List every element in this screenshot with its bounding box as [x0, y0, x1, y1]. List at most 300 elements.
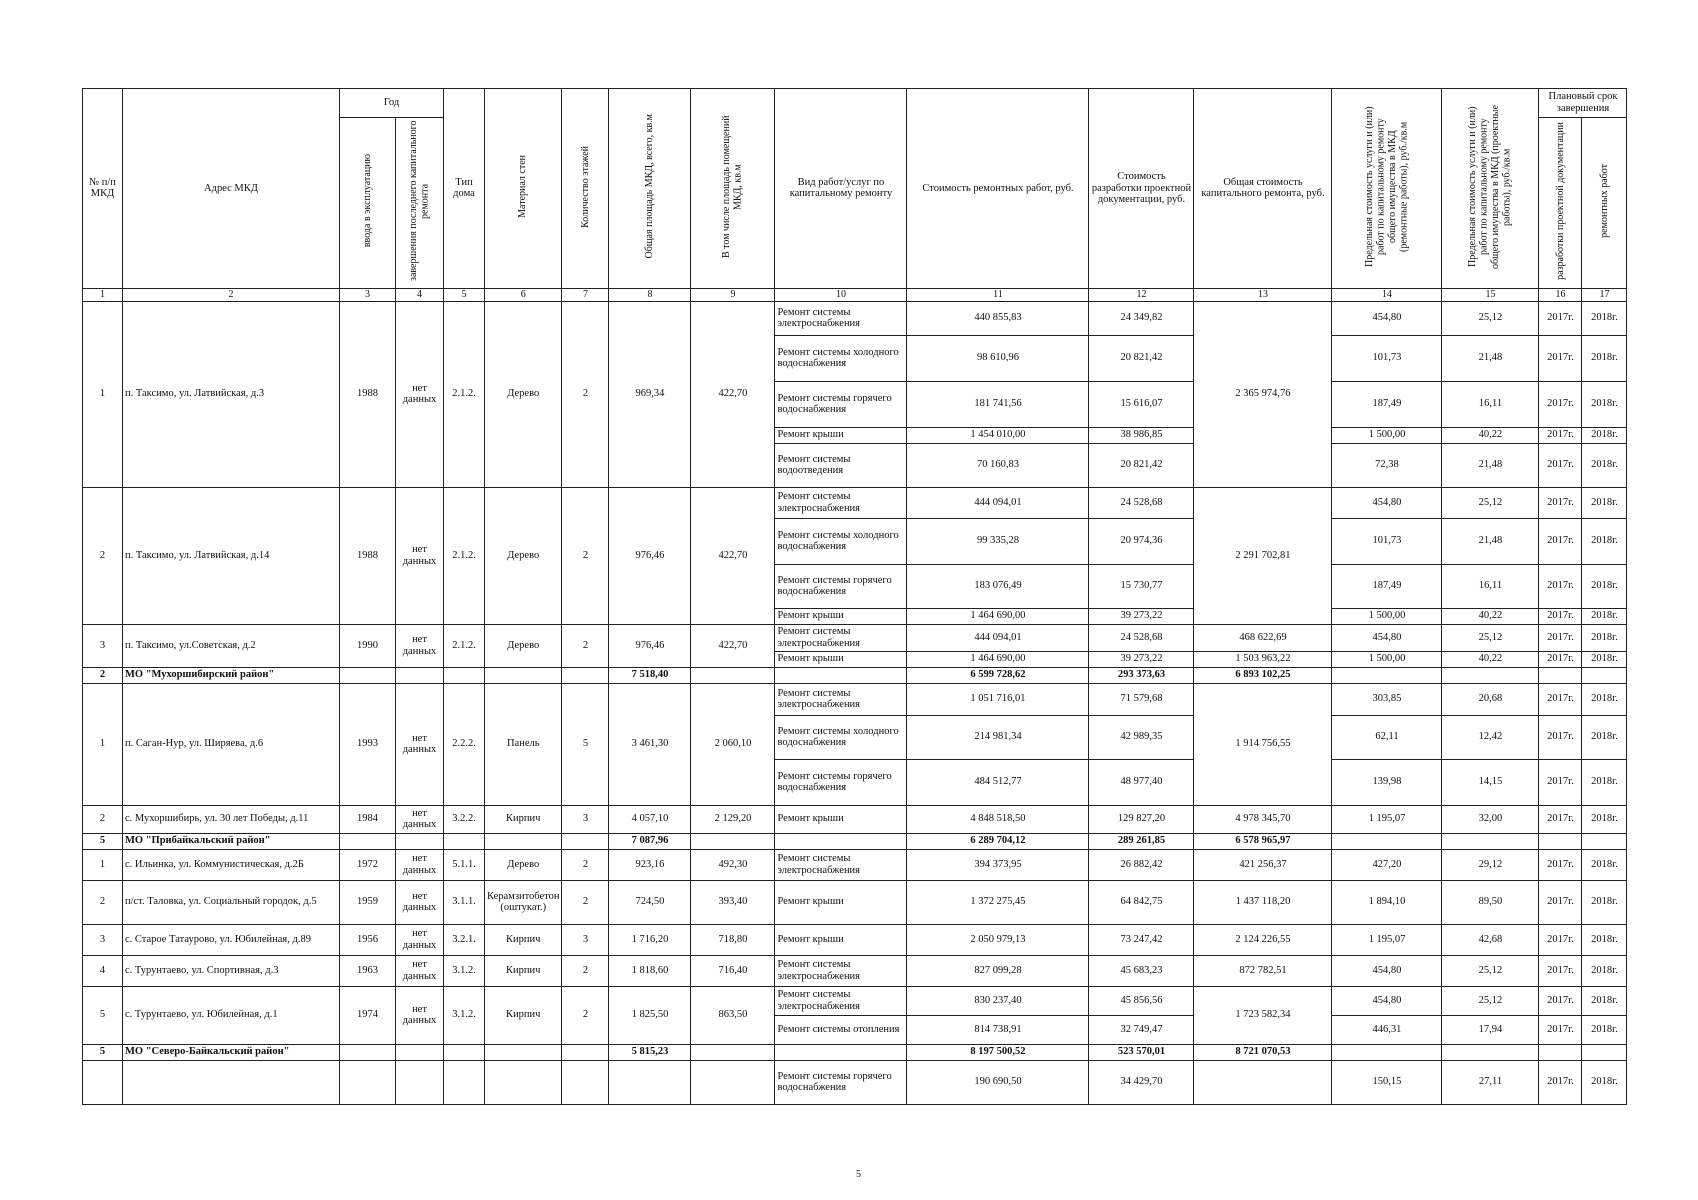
- repair-cost: 183 076,49: [907, 564, 1089, 608]
- table-row: [83, 955, 1627, 986]
- deadline-repair: 2018г.: [1582, 427, 1627, 443]
- limit-design: 12,42: [1442, 715, 1539, 759]
- last-repair-year: нет данных: [396, 986, 444, 1044]
- rooms-area: 422,70: [691, 487, 775, 624]
- header-rooms-area: В том числе площадь помещений МКД, кв.м: [721, 115, 744, 258]
- design-cost: 39 273,22: [1089, 608, 1194, 624]
- district-repair-cost: 6 599 728,62: [907, 667, 1089, 683]
- design-cost: 26 882,42: [1089, 849, 1194, 880]
- wall-material: Кирпич: [485, 805, 562, 833]
- repair-cost: 444 094,01: [907, 487, 1089, 518]
- design-cost: 15 616,07: [1089, 381, 1194, 427]
- house-number: 1: [83, 683, 123, 805]
- deadline-design: 2017г.: [1539, 335, 1582, 381]
- floors: 2: [562, 986, 609, 1044]
- last-repair-year: нет данных: [396, 880, 444, 924]
- repair-cost: 98 610,96: [907, 335, 1089, 381]
- deadline-repair: 2018г.: [1582, 715, 1627, 759]
- limit-design: 25,12: [1442, 487, 1539, 518]
- house-type: 2.2.2.: [444, 683, 485, 805]
- district-design-cost: 523 570,01: [1089, 1044, 1194, 1060]
- total-cost: 1 437 118,20: [1194, 880, 1332, 924]
- deadline-repair: 2018г.: [1582, 924, 1627, 955]
- floors: 5: [562, 683, 609, 805]
- district-design-cost: 293 373,63: [1089, 667, 1194, 683]
- limit-repair: 139,98: [1332, 759, 1442, 805]
- house-type: 3.1.1.: [444, 880, 485, 924]
- district-row: [83, 667, 1627, 683]
- house-type: 3.1.2.: [444, 955, 485, 986]
- year-built: 1974: [340, 986, 396, 1044]
- header-deadline-repair: ремонтных работ: [1598, 164, 1610, 238]
- wall-material: Дерево: [485, 301, 562, 487]
- floors: 2: [562, 624, 609, 667]
- work-type: Ремонт системы горячего водоснабжения: [775, 564, 907, 608]
- work-type: Ремонт системы холодного водоснабжения: [775, 518, 907, 564]
- deadline-design: 2017г.: [1539, 518, 1582, 564]
- table-row: [83, 849, 1627, 880]
- col-number: 2: [123, 288, 340, 301]
- house-address: п. Таксимо, ул. Латвийская, д.3: [123, 301, 340, 487]
- work-type: Ремонт системы отопления: [775, 1015, 907, 1044]
- header-design-cost: Стоимость разработки проектной документации, руб.: [1089, 89, 1194, 289]
- house-type: 5.1.1.: [444, 849, 485, 880]
- header-year: Год: [340, 89, 444, 118]
- floors: 2: [562, 955, 609, 986]
- rooms-area: 716,40: [691, 955, 775, 986]
- deadline-design: 2017г.: [1539, 759, 1582, 805]
- floors: 3: [562, 805, 609, 833]
- design-cost: 38 986,85: [1089, 427, 1194, 443]
- repair-cost: 2 050 979,13: [907, 924, 1089, 955]
- deadline-repair: 2018г.: [1582, 805, 1627, 833]
- work-type: Ремонт системы водоотведения: [775, 443, 907, 487]
- deadline-repair: 2018г.: [1582, 564, 1627, 608]
- house-number: 2: [83, 487, 123, 624]
- repair-cost: 444 094,01: [907, 624, 1089, 651]
- repair-cost: 814 738,91: [907, 1015, 1089, 1044]
- limit-repair: 72,38: [1332, 443, 1442, 487]
- district-name: МО "Прибайкальский район": [123, 833, 340, 849]
- limit-design: 32,00: [1442, 805, 1539, 833]
- floors: 2: [562, 849, 609, 880]
- limit-design: 21,48: [1442, 443, 1539, 487]
- header-deadline-design: разработки проектной документации: [1554, 122, 1566, 280]
- work-type: Ремонт крыши: [775, 805, 907, 833]
- repair-cost: 70 160,83: [907, 443, 1089, 487]
- deadline-design: 2017г.: [1539, 651, 1582, 667]
- limit-design: 20,68: [1442, 683, 1539, 715]
- total-area: 4 057,10: [609, 805, 691, 833]
- limit-repair: 454,80: [1332, 955, 1442, 986]
- deadline-design: 2017г.: [1539, 608, 1582, 624]
- limit-design: 25,12: [1442, 301, 1539, 335]
- limit-repair: 1 500,00: [1332, 651, 1442, 667]
- repair-cost: 484 512,77: [907, 759, 1089, 805]
- wall-material: Кирпич: [485, 955, 562, 986]
- district-design-cost: 289 261,85: [1089, 833, 1194, 849]
- design-cost: 71 579,68: [1089, 683, 1194, 715]
- house-type: 2.1.2.: [444, 301, 485, 487]
- limit-repair: 187,49: [1332, 564, 1442, 608]
- work-type: Ремонт крыши: [775, 608, 907, 624]
- year-built: 1959: [340, 880, 396, 924]
- work-type: Ремонт системы электроснабжения: [775, 683, 907, 715]
- limit-repair: 454,80: [1332, 624, 1442, 651]
- last-repair-year: нет данных: [396, 955, 444, 986]
- rooms-area: 863,50: [691, 986, 775, 1044]
- wall-material: Кирпич: [485, 924, 562, 955]
- district-number: 5: [83, 1044, 123, 1060]
- total-cost: 2 365 974,76: [1194, 301, 1332, 487]
- design-cost: 45 856,56: [1089, 986, 1194, 1015]
- header-floors: Количество этажей: [579, 145, 591, 228]
- last-repair-year: нет данных: [396, 487, 444, 624]
- col-number: 14: [1332, 288, 1442, 301]
- year-built: 1988: [340, 301, 396, 487]
- deadline-repair: 2018г.: [1582, 443, 1627, 487]
- design-cost: 45 683,23: [1089, 955, 1194, 986]
- repair-cost: 1 464 690,00: [907, 608, 1089, 624]
- limit-design: 25,12: [1442, 955, 1539, 986]
- limit-repair: 454,80: [1332, 986, 1442, 1015]
- header-address: Адрес МКД: [123, 89, 340, 289]
- repair-cost: 827 099,28: [907, 955, 1089, 986]
- rooms-area: 2 129,20: [691, 805, 775, 833]
- repair-cost: 830 237,40: [907, 986, 1089, 1015]
- district-number: 5: [83, 833, 123, 849]
- header-number: № п/п МКД: [83, 89, 123, 289]
- total-cost: 1 914 756,55: [1194, 683, 1332, 805]
- table-row: [83, 986, 1627, 1015]
- wall-material: Дерево: [485, 624, 562, 667]
- design-cost: 42 989,35: [1089, 715, 1194, 759]
- header-limit-design: Предельная стоимость услуги и (или) работ по капитальному ремонту общего имущества в МКД (проектные работы), руб./кв.м: [1467, 104, 1513, 269]
- limit-repair: 1 500,00: [1332, 608, 1442, 624]
- repair-cost: 214 981,34: [907, 715, 1089, 759]
- deadline-design: 2017г.: [1539, 381, 1582, 427]
- deadline-repair: 2018г.: [1582, 335, 1627, 381]
- house-number: 3: [83, 924, 123, 955]
- deadline-design: 2017г.: [1539, 624, 1582, 651]
- work-type: Ремонт системы электроснабжения: [775, 487, 907, 518]
- work-type: Ремонт системы электроснабжения: [775, 624, 907, 651]
- design-cost: 24 349,82: [1089, 301, 1194, 335]
- work-type: Ремонт системы электроснабжения: [775, 955, 907, 986]
- col-number: 3: [340, 288, 396, 301]
- total-cost: 2 291 702,81: [1194, 487, 1332, 624]
- deadline-repair: 2018г.: [1582, 986, 1627, 1015]
- deadline-repair: 2018г.: [1582, 880, 1627, 924]
- house-address: с. Старое Татаурово, ул. Юбилейная, д.89: [123, 924, 340, 955]
- limit-design: 40,22: [1442, 608, 1539, 624]
- col-number: 4: [396, 288, 444, 301]
- total-area: 724,50: [609, 880, 691, 924]
- work-type: Ремонт системы электроснабжения: [775, 301, 907, 335]
- limit-design: 40,22: [1442, 427, 1539, 443]
- repair-cost: 1 372 275,45: [907, 880, 1089, 924]
- design-cost: 73 247,42: [1089, 924, 1194, 955]
- limit-repair: 101,73: [1332, 335, 1442, 381]
- last-repair-year: нет данных: [396, 849, 444, 880]
- house-number: 2: [83, 880, 123, 924]
- col-number: 1: [83, 288, 123, 301]
- total-area: 976,46: [609, 487, 691, 624]
- wall-material: Кирпич: [485, 986, 562, 1044]
- total-cost: 4 978 345,70: [1194, 805, 1332, 833]
- floors: 2: [562, 301, 609, 487]
- design-cost: 34 429,70: [1089, 1060, 1194, 1104]
- district-row: [83, 1044, 1627, 1060]
- total-cost: 2 124 226,55: [1194, 924, 1332, 955]
- design-cost: 24 528,68: [1089, 624, 1194, 651]
- house-address: п. Саган-Нур, ул. Ширяева, д.6: [123, 683, 340, 805]
- district-total-cost: 6 893 102,25: [1194, 667, 1332, 683]
- total-area: 1 818,60: [609, 955, 691, 986]
- table-row: [83, 301, 1627, 335]
- house-number: 5: [83, 986, 123, 1044]
- design-cost: 20 821,42: [1089, 443, 1194, 487]
- floors: 2: [562, 880, 609, 924]
- col-number: 13: [1194, 288, 1332, 301]
- deadline-repair: 2018г.: [1582, 955, 1627, 986]
- header-wall-material: Материал стен: [517, 155, 529, 218]
- house-type: 3.1.2.: [444, 986, 485, 1044]
- house-number: 4: [83, 955, 123, 986]
- col-number: 17: [1582, 288, 1627, 301]
- wall-material: Дерево: [485, 487, 562, 624]
- repair-cost: 4 848 518,50: [907, 805, 1089, 833]
- house-type: 3.2.1.: [444, 924, 485, 955]
- rooms-area: 422,70: [691, 624, 775, 667]
- limit-design: 40,22: [1442, 651, 1539, 667]
- header-deadline: Плановый срок завершения: [1539, 89, 1627, 118]
- district-area: 7 087,96: [609, 833, 691, 849]
- work-type: Ремонт системы холодного водоснабжения: [775, 715, 907, 759]
- table-row: [83, 924, 1627, 955]
- house-type: 2.1.2.: [444, 624, 485, 667]
- repair-cost: 1 454 010,00: [907, 427, 1089, 443]
- limit-design: 42,68: [1442, 924, 1539, 955]
- last-repair-year: нет данных: [396, 924, 444, 955]
- limit-design: 29,12: [1442, 849, 1539, 880]
- table-row: [83, 487, 1627, 518]
- design-cost: 129 827,20: [1089, 805, 1194, 833]
- district-total-cost: 6 578 965,97: [1194, 833, 1332, 849]
- limit-design: 21,48: [1442, 335, 1539, 381]
- total-cost: 872 782,51: [1194, 955, 1332, 986]
- total-area: 923,16: [609, 849, 691, 880]
- district-area: 5 815,23: [609, 1044, 691, 1060]
- deadline-design: 2017г.: [1539, 1060, 1582, 1104]
- district-row: [83, 833, 1627, 849]
- limit-repair: 454,80: [1332, 487, 1442, 518]
- deadline-repair: 2018г.: [1582, 301, 1627, 335]
- deadline-design: 2017г.: [1539, 849, 1582, 880]
- limit-repair: 454,80: [1332, 301, 1442, 335]
- deadline-repair: 2018г.: [1582, 487, 1627, 518]
- rooms-area: 718,80: [691, 924, 775, 955]
- repair-cost: 394 373,95: [907, 849, 1089, 880]
- floors: 2: [562, 487, 609, 624]
- deadline-design: 2017г.: [1539, 564, 1582, 608]
- col-number: 10: [775, 288, 907, 301]
- wall-material: Панель: [485, 683, 562, 805]
- work-type: Ремонт крыши: [775, 880, 907, 924]
- deadline-repair: 2018г.: [1582, 651, 1627, 667]
- district-total-cost: 8 721 070,53: [1194, 1044, 1332, 1060]
- limit-design: 16,11: [1442, 381, 1539, 427]
- col-number: 16: [1539, 288, 1582, 301]
- house-address: с. Турунтаево, ул. Юбилейная, д.1: [123, 986, 340, 1044]
- work-type: Ремонт крыши: [775, 427, 907, 443]
- total-area: 3 461,30: [609, 683, 691, 805]
- table-row: [83, 805, 1627, 833]
- deadline-design: 2017г.: [1539, 487, 1582, 518]
- table-row: [83, 880, 1627, 924]
- limit-design: 14,15: [1442, 759, 1539, 805]
- deadline-design: 2017г.: [1539, 986, 1582, 1015]
- repair-cost: 440 855,83: [907, 301, 1089, 335]
- repair-cost: 1 464 690,00: [907, 651, 1089, 667]
- limit-design: 27,11: [1442, 1060, 1539, 1104]
- work-type: Ремонт системы электроснабжения: [775, 849, 907, 880]
- col-number: 6: [485, 288, 562, 301]
- header-year-last-repair: завершения последнего капитального ремонта: [408, 120, 431, 282]
- work-type: Ремонт системы горячего водоснабжения: [775, 1060, 907, 1104]
- work-type: Ремонт крыши: [775, 651, 907, 667]
- table-row: [83, 683, 1627, 715]
- deadline-repair: 2018г.: [1582, 1015, 1627, 1044]
- district-area: 7 518,40: [609, 667, 691, 683]
- house-number: 1: [83, 849, 123, 880]
- deadline-design: 2017г.: [1539, 924, 1582, 955]
- total-cost: 468 622,69: [1194, 624, 1332, 651]
- total-cost: 1 503 963,22: [1194, 651, 1332, 667]
- deadline-design: 2017г.: [1539, 805, 1582, 833]
- design-cost: 64 842,75: [1089, 880, 1194, 924]
- work-type: Ремонт крыши: [775, 924, 907, 955]
- col-number: 5: [444, 288, 485, 301]
- limit-design: 17,94: [1442, 1015, 1539, 1044]
- deadline-repair: 2018г.: [1582, 608, 1627, 624]
- district-name: МО "Мухоршибирский район": [123, 667, 340, 683]
- floors: 3: [562, 924, 609, 955]
- repair-cost: 99 335,28: [907, 518, 1089, 564]
- register-table-container: [82, 88, 1627, 1105]
- rooms-area: 492,30: [691, 849, 775, 880]
- page-number: 5: [856, 1169, 861, 1180]
- header-house-type: Тип дома: [444, 89, 485, 289]
- design-cost: 39 273,22: [1089, 651, 1194, 667]
- col-number: 12: [1089, 288, 1194, 301]
- header-year-commissioned: ввода в эксплуатацию: [361, 154, 373, 248]
- limit-repair: 1 195,07: [1332, 805, 1442, 833]
- header-repair-cost: Стоимость ремонтных работ, руб.: [907, 89, 1089, 289]
- year-built: 1984: [340, 805, 396, 833]
- limit-repair: 427,20: [1332, 849, 1442, 880]
- house-address: с. Турунтаево, ул. Спортивная, д.3: [123, 955, 340, 986]
- deadline-design: 2017г.: [1539, 301, 1582, 335]
- design-cost: 48 977,40: [1089, 759, 1194, 805]
- total-cost: 421 256,37: [1194, 849, 1332, 880]
- col-number: 7: [562, 288, 609, 301]
- col-number: 15: [1442, 288, 1539, 301]
- house-address: п. Таксимо, ул.Советская, д.2: [123, 624, 340, 667]
- last-repair-year: нет данных: [396, 624, 444, 667]
- wall-material: Керамзитобетон (оштукат.): [485, 880, 562, 924]
- limit-repair: 1 500,00: [1332, 427, 1442, 443]
- limit-design: 25,12: [1442, 986, 1539, 1015]
- header-limit-repair: Предельная стоимость услуги и (или) работ по капитальному ремонту общего имущества в МКД (ремонтные работы), руб./кв.м: [1363, 106, 1410, 267]
- last-repair-year: нет данных: [396, 301, 444, 487]
- design-cost: 20 821,42: [1089, 335, 1194, 381]
- limit-design: 21,48: [1442, 518, 1539, 564]
- year-built: 1990: [340, 624, 396, 667]
- district-number: 2: [83, 667, 123, 683]
- table-row: [83, 1060, 1627, 1104]
- deadline-repair: 2018г.: [1582, 683, 1627, 715]
- limit-repair: 303,85: [1332, 683, 1442, 715]
- house-number: 1: [83, 301, 123, 487]
- house-address: с. Мухоршибирь, ул. 30 лет Победы, д.11: [123, 805, 340, 833]
- repair-cost: 181 741,56: [907, 381, 1089, 427]
- total-area: 976,46: [609, 624, 691, 667]
- rooms-area: 2 060,10: [691, 683, 775, 805]
- header-total-area: Общая площадь МКД, всего, кв.м: [644, 114, 656, 259]
- col-number: 9: [691, 288, 775, 301]
- work-type: Ремонт системы электроснабжения: [775, 986, 907, 1015]
- limit-repair: 187,49: [1332, 381, 1442, 427]
- deadline-design: 2017г.: [1539, 715, 1582, 759]
- design-cost: 24 528,68: [1089, 487, 1194, 518]
- house-number: 3: [83, 624, 123, 667]
- design-cost: 15 730,77: [1089, 564, 1194, 608]
- repair-cost: 1 051 716,01: [907, 683, 1089, 715]
- deadline-design: 2017г.: [1539, 880, 1582, 924]
- work-type: Ремонт системы горячего водоснабжения: [775, 759, 907, 805]
- rooms-area: 393,40: [691, 880, 775, 924]
- district-repair-cost: 6 289 704,12: [907, 833, 1089, 849]
- limit-repair: 1 195,07: [1332, 924, 1442, 955]
- house-address: с. Ильинка, ул. Коммунистическая, д.2Б: [123, 849, 340, 880]
- wall-material: Дерево: [485, 849, 562, 880]
- total-area: 1 716,20: [609, 924, 691, 955]
- limit-repair: 62,11: [1332, 715, 1442, 759]
- limit-design: 89,50: [1442, 880, 1539, 924]
- table-row: [83, 624, 1627, 651]
- total-area: 969,34: [609, 301, 691, 487]
- house-number: 2: [83, 805, 123, 833]
- deadline-repair: 2018г.: [1582, 518, 1627, 564]
- last-repair-year: нет данных: [396, 805, 444, 833]
- deadline-design: 2017г.: [1539, 683, 1582, 715]
- deadline-repair: 2018г.: [1582, 381, 1627, 427]
- last-repair-year: нет данных: [396, 683, 444, 805]
- design-cost: 20 974,36: [1089, 518, 1194, 564]
- rooms-area: 422,70: [691, 301, 775, 487]
- deadline-design: 2017г.: [1539, 443, 1582, 487]
- year-built: 1963: [340, 955, 396, 986]
- deadline-design: 2017г.: [1539, 427, 1582, 443]
- deadline-design: 2017г.: [1539, 1015, 1582, 1044]
- district-repair-cost: 8 197 500,52: [907, 1044, 1089, 1060]
- house-type: 2.1.2.: [444, 487, 485, 624]
- house-type: 3.2.2.: [444, 805, 485, 833]
- design-cost: 32 749,47: [1089, 1015, 1194, 1044]
- col-number: 11: [907, 288, 1089, 301]
- limit-repair: 1 894,10: [1332, 880, 1442, 924]
